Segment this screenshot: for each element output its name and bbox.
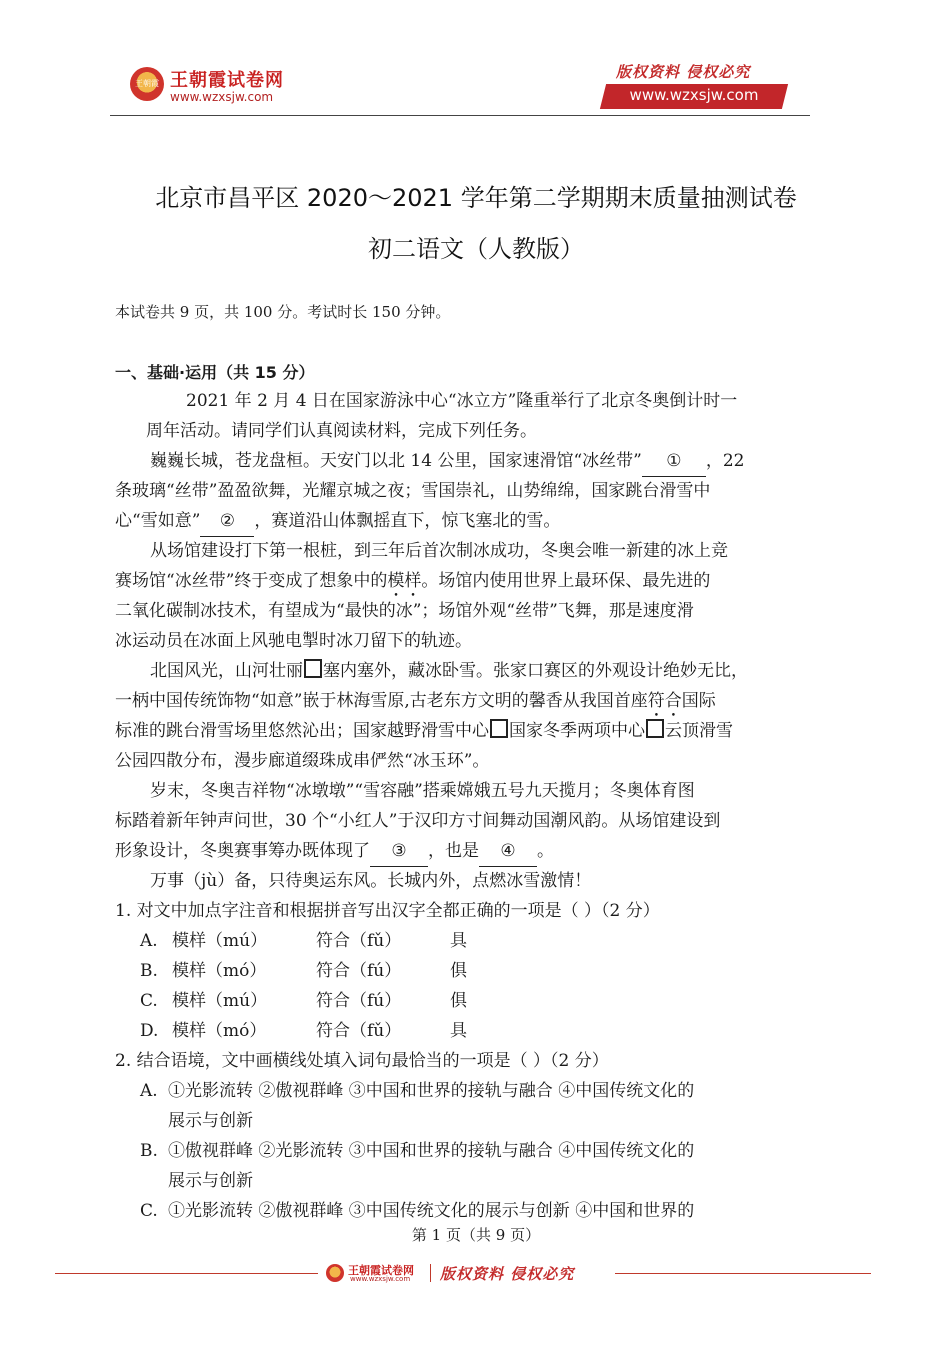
passage-p3-line3 — [115, 716, 733, 746]
passage-p2-line4: 冰运动员在冰面上风驰电掣时冰刀留下的轨迹。 — [115, 631, 472, 651]
passage-p3-line1 — [150, 656, 748, 686]
q1-option-b[interactable]: B. 模样（mó） 符合（fú） 俱 — [140, 961, 467, 981]
p4-text-c: 。 — [537, 841, 554, 861]
header-divider — [110, 115, 810, 116]
p3-text-a: 北国风光，山河壮丽 — [150, 661, 303, 681]
header-copyright: 版权资料 侵权必究 — [616, 63, 751, 81]
passage-p1-line2: 条玻璃“丝带”盈盈欲舞，光耀京城之夜；雪国崇礼，山势绵绵，国家跳台滑雪中 — [115, 481, 711, 501]
dotted-word-fuhe: 符合 — [647, 691, 682, 711]
blank-3: ③ — [370, 836, 428, 867]
passage-p4-line1: 岁末，冬奥吉祥物“冰墩墩”“雪容融”搭乘嫦娥五号九天揽月；冬奥体育图 — [150, 781, 695, 801]
passage-p2-line1: 从场馆建设打下第一根桩，到三年后首次制冰成功，冬奥会唯一新建的冰上竞 — [150, 541, 728, 561]
punctuation-box-1 — [304, 659, 322, 678]
q2-option-c-line1: ①光影流转 ②傲视群峰 ③中国传统文化的展示与创新 ④中国和世界的 — [168, 1201, 695, 1221]
p3-text-c: 一柄中国传统饰物“如意”嵌于林海雪原,古老东方文明的馨香从我国首座 — [115, 691, 648, 711]
logo-url[interactable]: www.wzxsjw.com — [170, 90, 274, 104]
q1-option-d[interactable]: D. 模样（mó） 符合（fǔ） 具 — [140, 1021, 467, 1041]
page-number: 第 1 页（共 9 页） — [411, 1226, 541, 1244]
lead-line-2: 周年活动。请同学们认真阅读材料，完成下列任务。 — [146, 421, 537, 441]
page-subtitle: 初二语文（人教版） — [368, 235, 584, 263]
q2-option-a-label[interactable]: A. — [140, 1081, 158, 1101]
logo-badge-text: 王朝霞 — [135, 79, 159, 88]
footer-logo-icon — [326, 1264, 344, 1282]
q2-option-c-label[interactable]: C. — [140, 1201, 158, 1221]
q2-option-a-line2: 展示与创新 — [168, 1111, 253, 1131]
footer-line-left — [55, 1273, 318, 1274]
footer-copyright: 版权资料 侵权必究 — [440, 1265, 575, 1283]
passage-p5: 万事（jù）备，只待奥运东风。长城内外，点燃冰雪激情！ — [150, 871, 592, 891]
punctuation-box-2 — [490, 719, 508, 738]
passage-p4-line2: 标踏着新年钟声问世，30 个“小红人”于汉印方寸间舞动国潮风韵。从场馆建设到 — [115, 811, 721, 831]
q2-option-a-line1: ①光影流转 ②傲视群峰 ③中国和世界的接轨与融合 ④中国传统文化的 — [168, 1081, 695, 1101]
p4-text-a: 形象设计，冬奥赛事筹办既体现了 — [115, 841, 370, 861]
q2-option-b-line1: ①傲视群峰 ②光影流转 ③中国和世界的接轨与融合 ④中国传统文化的 — [168, 1141, 695, 1161]
section-heading: 一、基础·运用（共 15 分） — [115, 363, 315, 382]
passage-p4-line3 — [115, 836, 554, 867]
question-2-stem: 2. 结合语境，文中画横线处填入词句最恰当的一项是（ ）（2 分） — [115, 1051, 609, 1071]
exam-intro: 本试卷共 9 页，共 100 分。考试时长 150 分钟。 — [115, 303, 451, 321]
q2-option-b-line2: 展示与创新 — [168, 1171, 253, 1191]
blank-2: ② — [200, 506, 254, 537]
passage-p1-line3 — [115, 506, 560, 537]
p1-text-b: ，22 — [705, 451, 745, 471]
p3-text-f: 国家冬季两项中心 — [509, 721, 645, 741]
p2-text-a: 赛场馆“冰丝带”终于变成了想象中的 — [115, 571, 388, 591]
q1-option-c[interactable]: C. 模样（mú） 符合（fú） 俱 — [140, 991, 467, 1011]
p3-text-g: 云顶滑雪 — [665, 721, 733, 741]
q2-option-b-label[interactable]: B. — [140, 1141, 158, 1161]
p3-text-d: 国际 — [681, 691, 716, 711]
p1-text-a: 巍巍长城，苍龙盘桓。天安门以北 14 公里，国家速滑馆“冰丝带” — [150, 451, 642, 471]
p1-text-c: 心“雪如意” — [115, 511, 201, 531]
passage-p3-line4: 公园四散分布，漫步廊道缀珠成串俨然“冰玉环”。 — [115, 751, 490, 771]
p4-text-b: ，也是 — [428, 841, 479, 861]
p1-text-d: ，赛道沿山体飘摇直下，惊飞塞北的雪。 — [254, 511, 561, 531]
passage-p1-line1 — [150, 446, 744, 477]
blank-4: ④ — [479, 836, 537, 867]
footer-separator — [430, 1264, 431, 1282]
question-1-stem: 1. 对文中加点字注音和根据拼音写出汉字全都正确的一项是（ ）（2 分） — [115, 901, 660, 921]
page-title: 北京市昌平区 2020～2021 学年第二学期期末质量抽测试卷 — [155, 184, 797, 212]
punctuation-box-3 — [646, 719, 664, 738]
dotted-word-moyang: 模样 — [387, 571, 422, 591]
lead-line-1: 2021 年 2 月 4 日在国家游泳中心“冰立方”隆重举行了北京冬奥倒计时一 — [186, 391, 738, 411]
blank-1: ① — [642, 446, 706, 477]
p3-text-b: 塞内塞外，藏冰卧雪。张家口赛区的外观设计绝妙无比， — [323, 661, 748, 681]
footer-logo-name: 王朝霞试卷网 — [348, 1264, 414, 1277]
logo-name: 王朝霞试卷网 — [170, 70, 284, 91]
q1-option-a[interactable]: A. 模样（mú） 符合（fǔ） 具 — [140, 931, 467, 951]
p2-text-b: 。场馆内使用世界上最环保、最先进的 — [421, 571, 711, 591]
footer-url[interactable]: www.wzxsjw.com — [350, 1275, 411, 1283]
passage-p2-line3: 二氧化碳制冰技术，有望成为“最快的冰”；场馆外观“丝带”飞舞，那是速度滑 — [115, 601, 694, 621]
footer-line-right — [615, 1273, 871, 1274]
url-banner[interactable]: www.wzxsjw.com — [629, 86, 759, 104]
p3-text-e: 标准的跳台滑雪场里悠然沁出；国家越野滑雪中心 — [115, 721, 489, 741]
